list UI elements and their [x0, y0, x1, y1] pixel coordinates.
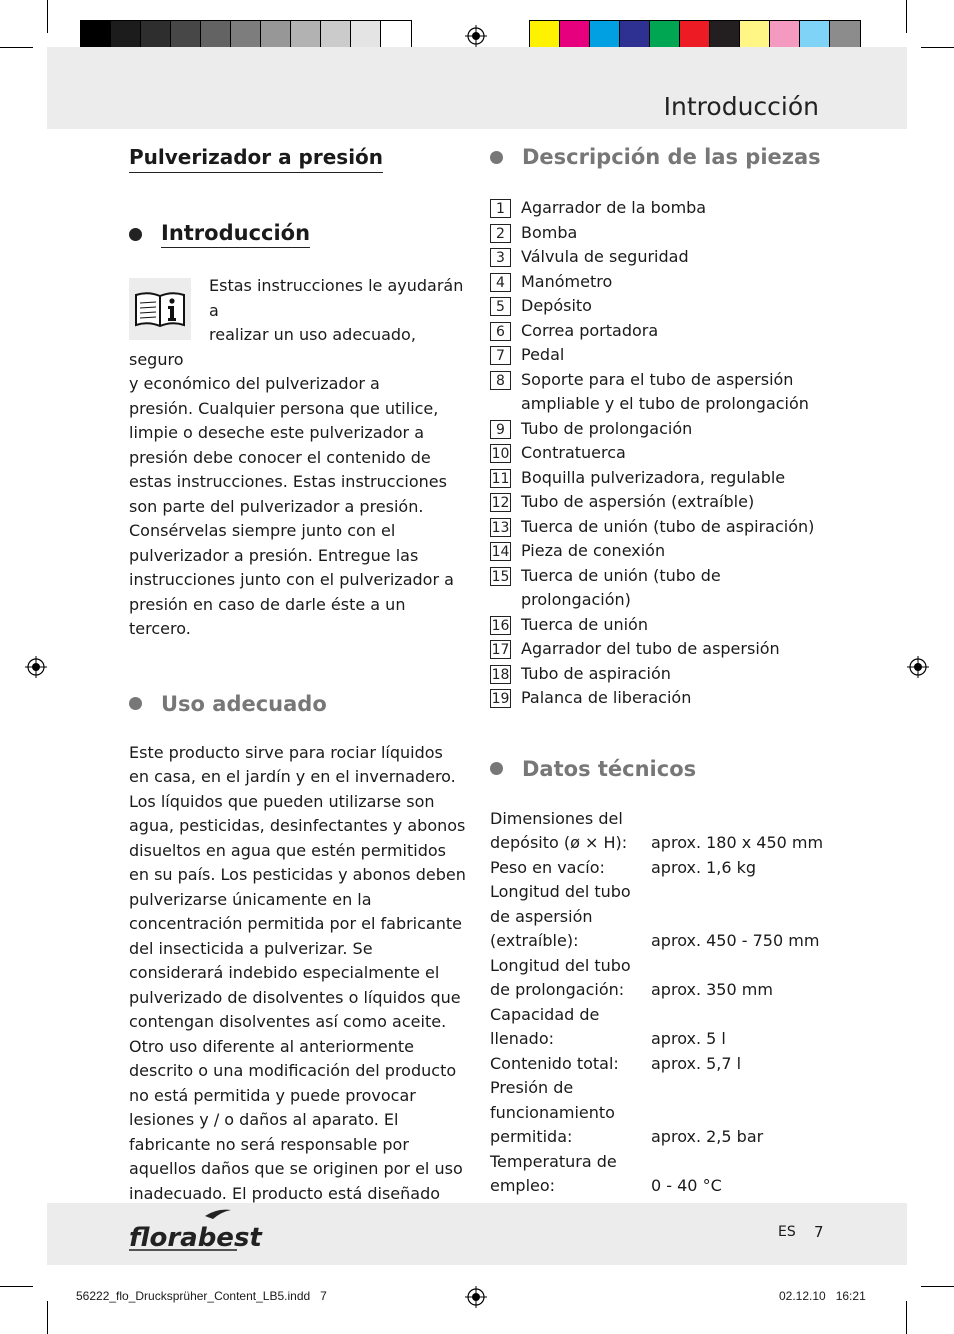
spec-value: aprox. 1,6 kg	[651, 857, 757, 877]
crop-mark	[921, 1286, 954, 1287]
part-number: 12	[491, 495, 510, 511]
part-number: 16	[491, 617, 510, 634]
page-number: 7	[814, 1223, 824, 1241]
part-label: Tubo de prolongación	[521, 418, 693, 438]
part-label: Correa portadora	[521, 320, 659, 340]
spec-list	[490, 807, 830, 1199]
slug-date: 02.12.10 16:21	[779, 1289, 866, 1303]
crop-mark	[906, 0, 907, 33]
part-number: 9	[490, 420, 511, 439]
registration-mark-icon	[25, 656, 47, 678]
part-number: 15	[491, 568, 510, 585]
part-item	[490, 270, 830, 295]
part-label: Agarrador de la bomba	[521, 198, 707, 217]
text-line: y económico del pulverizador a	[129, 374, 380, 393]
part-item	[490, 441, 830, 466]
section-heading-introduccion	[129, 221, 467, 248]
intro-block	[129, 274, 467, 642]
brand-text: florabest	[129, 1223, 262, 1253]
part-label: Agarrador del tubo de aspersión	[521, 639, 780, 658]
spec-label: Presión de funcionamiento permitida:	[490, 1078, 615, 1146]
part-item	[490, 662, 830, 687]
text-line: realizar un uso adecuado, seguro	[129, 325, 416, 369]
spec-value: 0 - 40 °C	[651, 1176, 722, 1195]
spec-value: aprox. 180 x 450 mm	[651, 833, 824, 852]
registration-mark-icon	[465, 25, 487, 47]
spec-label: Dimensiones del depósito (ø × H):	[490, 808, 628, 852]
part-item	[490, 637, 830, 662]
spec-row	[490, 954, 830, 1003]
part-number: 18	[491, 666, 510, 683]
part-item	[490, 417, 830, 442]
part-label: Pedal	[521, 345, 565, 364]
spec-row	[490, 807, 830, 856]
part-label: Soporte para el tubo de aspersión ampliable y el tubo de prolongación	[521, 369, 809, 413]
part-item	[490, 343, 830, 368]
text-line: Estas instrucciones le ayudarán a	[209, 276, 464, 320]
part-label: Pieza de conexión	[521, 541, 666, 560]
spec-value: aprox. 5,7 l	[651, 1053, 742, 1073]
part-label: Bomba	[521, 222, 578, 242]
registration-mark-icon	[907, 656, 929, 678]
crop-mark	[0, 47, 33, 48]
part-item	[490, 294, 830, 319]
crop-mark	[0, 1286, 33, 1287]
part-item	[490, 196, 830, 221]
part-number: 6	[490, 322, 511, 341]
spec-row	[490, 1052, 830, 1077]
section-heading-datos-tecnicos	[490, 757, 830, 781]
info-book-icon	[129, 278, 191, 340]
spec-row	[490, 1076, 830, 1150]
section-heading-text: Introducción	[161, 221, 310, 248]
part-label: Boquilla pulverizadora, regulable	[521, 467, 786, 487]
bullet-icon	[490, 151, 503, 164]
part-number: 14	[491, 544, 510, 560]
registration-mark-icon	[465, 1286, 487, 1308]
spec-label: Contenido total:	[490, 1053, 619, 1073]
page-title: Introducción	[663, 92, 819, 121]
part-label: Tuerca de unión	[521, 614, 648, 634]
spec-row	[490, 1003, 830, 1052]
part-item	[490, 368, 830, 417]
part-item	[490, 613, 830, 638]
part-label: Válvula de seguridad	[521, 247, 689, 266]
spec-value: aprox. 450 - 750 mm	[651, 931, 820, 950]
bullet-icon	[490, 762, 503, 775]
bullet-icon	[129, 697, 142, 710]
part-label: Palanca de liberación	[521, 688, 692, 707]
part-item	[490, 686, 830, 711]
uso-paragraph: Este producto sirve para rociar líquidos en casa, en el jardín y en el invernadero. Los líquidos que pueden utilizarse son agua, pesticidas, desinfectantes y abonos disueltos en agua que estén permitidos en su país. Los pesticidas y abonos deben pulverizarse únicamente en la concentración permitida por el fabricante del insecticida a pulverizar. Se considerará indebido especialmente el pulverizado de disolventes o líquidos que contengan disolventes así como aceite. Otro uso diferente al anteriormente descrito o una modificación del producto no está permitida y puede provocar lesiones y / o daños al aparato. El fabricante no será responsable por aquellos daños que se originen por el uso inadecuado. El producto está diseñado	[129, 742, 466, 1203]
part-label: Depósito	[521, 296, 592, 315]
spec-label: Capacidad de llenado:	[490, 1004, 600, 1048]
florabest-logo	[127, 1206, 262, 1254]
part-number: 2	[490, 224, 511, 243]
part-number: 10	[491, 446, 510, 462]
part-item	[490, 319, 830, 344]
part-item	[490, 539, 830, 564]
section-heading-text: Descripción de las piezas	[522, 145, 821, 169]
right-column	[490, 145, 830, 1199]
section-heading-text: Datos técnicos	[522, 756, 697, 781]
spec-row	[490, 880, 830, 954]
spec-value: aprox. 5 l	[651, 1029, 726, 1048]
spec-label: Longitud del tubo de aspersión (extraíble):	[490, 882, 631, 950]
crop-mark	[906, 1301, 907, 1334]
section-heading-uso-adecuado	[129, 692, 467, 716]
language-code: ES	[778, 1224, 796, 1240]
part-label: Tuerca de unión (tubo de prolongación)	[521, 565, 721, 609]
crop-mark	[47, 0, 48, 33]
part-number: 19	[491, 691, 510, 707]
part-number: 17	[491, 642, 510, 658]
part-item	[490, 564, 830, 613]
spec-row	[490, 1150, 830, 1199]
spec-label: Longitud del tubo de prolongación:	[490, 955, 631, 999]
part-label: Contratuerca	[521, 443, 626, 462]
part-number: 5	[490, 297, 511, 316]
part-number: 11	[491, 470, 510, 487]
part-item	[490, 515, 830, 540]
spec-value: aprox. 2,5 bar	[651, 1127, 764, 1146]
part-item	[490, 245, 830, 270]
crop-mark	[921, 47, 954, 48]
slug-filename: 56222_flo_Drucksprüher_Content_LB5.indd 7	[76, 1289, 327, 1303]
crop-mark	[47, 1301, 48, 1334]
spec-row	[490, 856, 830, 881]
parts-list	[490, 196, 830, 711]
left-column	[129, 145, 467, 1231]
part-item	[490, 490, 830, 515]
part-label: Manómetro	[521, 271, 613, 291]
section-heading-text: Uso adecuado	[161, 691, 327, 716]
part-item	[490, 466, 830, 491]
document-title: Pulverizador a presión	[129, 145, 383, 173]
part-label: Tubo de aspersión (extraíble)	[521, 492, 755, 511]
part-number: 13	[491, 519, 510, 536]
part-item	[490, 221, 830, 246]
section-heading-descripcion	[490, 145, 830, 169]
intro-paragraph: presión. Cualquier persona que utilice, limpie o deseche este pulverizador a presión debe conocer el contenido de estas instrucciones. Estas instrucciones son parte del pulverizador a presión. Consérvelas siempre junto con el pulverizador a presión. Entregue las instrucciones junto con el pulverizador a presión en caso de darle éste a un tercero.	[129, 398, 454, 638]
spec-label: Peso en vacío:	[490, 857, 605, 877]
spec-label: Temperatura de empleo:	[490, 1151, 617, 1195]
part-number: 1	[490, 199, 511, 218]
part-label: Tubo de aspiración	[521, 663, 671, 683]
part-number: 4	[490, 273, 511, 292]
part-label: Tuerca de unión (tubo de aspiración)	[521, 516, 815, 536]
part-number: 7	[490, 346, 511, 365]
spec-value: aprox. 350 mm	[651, 980, 773, 999]
part-number: 3	[490, 248, 511, 267]
part-number: 8	[490, 371, 511, 390]
bullet-icon	[129, 228, 142, 241]
